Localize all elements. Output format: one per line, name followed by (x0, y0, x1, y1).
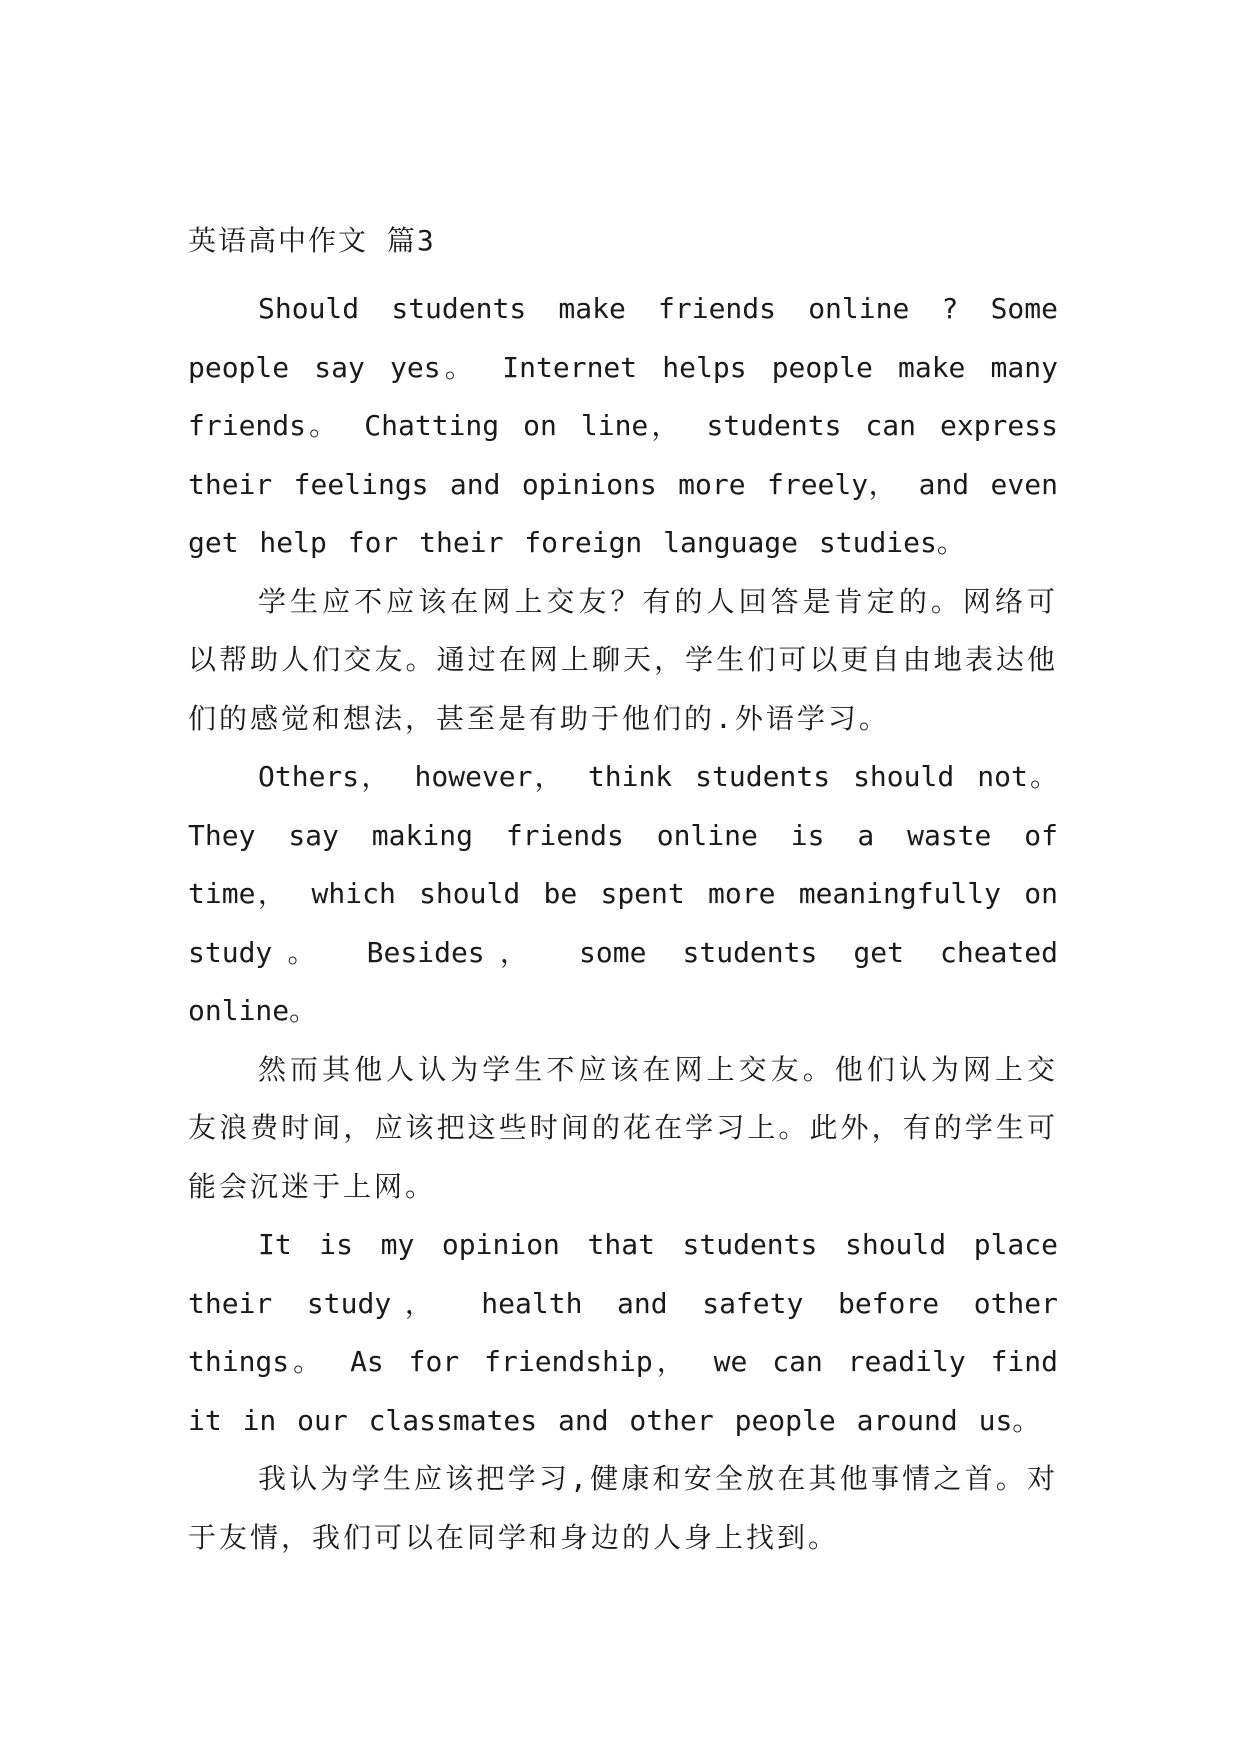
paragraph-chinese-3: 我认为学生应该把学习,健康和安全放在其他事情之首。对于友情，我们可以在同学和身边的人身上找到。 (188, 1462, 1058, 1554)
paragraph-english-3: It is my opinion that students should place their study， health and safety before other things。 As for friendship， we can readily find it in our classmates and other people around us。 (188, 1228, 1058, 1437)
paragraph-english-1: Should students make friends online ? Some people say yes。 Internet helps people make many friends。 Chatting on line， students can express their feelings and opinions more freely， and even get help for their foreign language studies。 (188, 292, 1058, 559)
paragraph-chinese-2: 然而其他人认为学生不应该在网上交友。他们认为网上交友浪费时间，应该把这些时间的花在学习上。此外，有的学生可能会沉迷于上网。 (188, 1052, 1058, 1203)
paragraph-chinese-1: 学生应不应该在网上交友？有的人回答是肯定的。网络可以帮助人们交友。通过在网上聊天，学生们可以更自由地表达他们的感觉和想法，甚至是有助于他们的.外语学习。 (188, 584, 1058, 735)
document-title: 英语高中作文 篇3 (188, 224, 436, 257)
document-page (188, 212, 1058, 1567)
paragraph-english-2: Others， however， think students should not。 They say making friends online is a waste of time， which should be spent more meaningfully on study。 Besides， some students get cheated online。 (188, 760, 1058, 1027)
